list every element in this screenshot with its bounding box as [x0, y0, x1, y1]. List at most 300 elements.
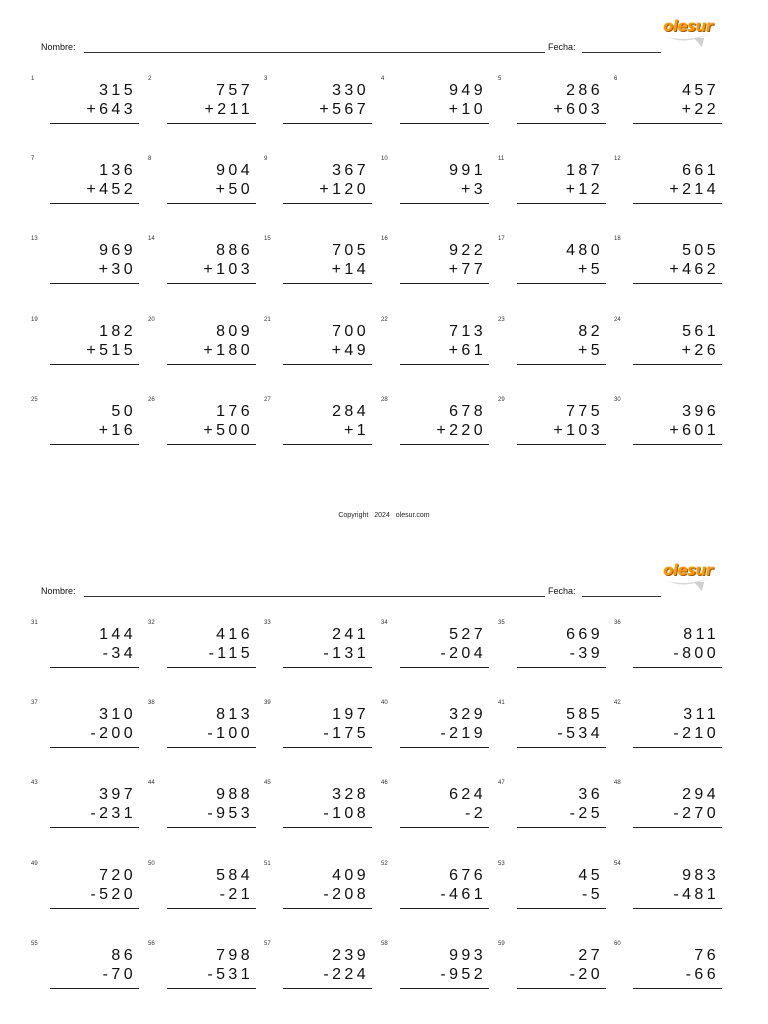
problem-number: 41: [498, 700, 505, 706]
bottom-operand: +3: [460, 181, 486, 198]
answer-line[interactable]: [50, 667, 139, 668]
answer-line[interactable]: [283, 283, 372, 284]
bottom-operand: -520: [90, 886, 136, 903]
bottom-operand: +77: [448, 261, 486, 278]
problem-number: 37: [31, 700, 38, 706]
top-operand: 241: [332, 626, 369, 643]
problem-number: 57: [264, 941, 271, 947]
answer-line[interactable]: [283, 123, 372, 124]
answer-line[interactable]: [400, 444, 489, 445]
top-operand: 969: [99, 242, 136, 259]
bottom-operand: -115: [208, 645, 253, 662]
problem: [264, 397, 380, 467]
problem-number: 42: [614, 700, 621, 706]
bottom-operand: -200: [90, 725, 136, 742]
name-label: Nombre:: [41, 586, 76, 596]
top-operand: 416: [216, 626, 253, 643]
problem: [148, 780, 264, 850]
answer-line[interactable]: [633, 827, 722, 828]
bottom-operand: -952: [440, 966, 486, 983]
top-operand: 480: [566, 242, 603, 259]
top-operand: 329: [449, 706, 486, 723]
problem: [381, 780, 497, 850]
answer-line[interactable]: [50, 908, 139, 909]
bottom-operand: +10: [448, 101, 486, 118]
problem: [614, 76, 730, 146]
problem-number: 35: [498, 620, 505, 626]
problem: [148, 700, 264, 770]
problem-number: 21: [264, 317, 271, 323]
problem-number: 15: [264, 236, 271, 242]
problem-number: 26: [148, 397, 155, 403]
answer-line[interactable]: [400, 283, 489, 284]
problem: [31, 156, 147, 226]
answer-line[interactable]: [283, 908, 372, 909]
answer-line[interactable]: [517, 988, 606, 989]
bottom-operand: +103: [203, 261, 253, 278]
problem: [148, 317, 264, 387]
problem: [264, 861, 380, 931]
top-operand: 144: [99, 626, 136, 643]
top-operand: 187: [566, 162, 603, 179]
problem-number: 18: [614, 236, 621, 242]
bottom-operand: +49: [331, 342, 369, 359]
top-operand: 713: [449, 323, 486, 340]
problem-number: 16: [381, 236, 388, 242]
top-operand: 678: [449, 403, 486, 420]
bottom-operand: +26: [681, 342, 719, 359]
answer-line[interactable]: [50, 364, 139, 365]
top-operand: 328: [332, 786, 369, 803]
bottom-operand: +515: [86, 342, 136, 359]
bottom-operand: -20: [569, 966, 603, 983]
problem-number: 25: [31, 397, 38, 403]
answer-line[interactable]: [50, 827, 139, 828]
answer-line[interactable]: [400, 667, 489, 668]
bottom-operand: -204: [440, 645, 486, 662]
problem-number: 58: [381, 941, 388, 947]
answer-line[interactable]: [50, 203, 139, 204]
problem-number: 17: [498, 236, 505, 242]
answer-line[interactable]: [517, 827, 606, 828]
problem: [381, 156, 497, 226]
problem-number: 46: [381, 780, 388, 786]
bottom-operand: +643: [86, 101, 136, 118]
problem-number: 59: [498, 941, 505, 947]
problem: [31, 941, 147, 1011]
top-operand: 886: [216, 242, 253, 259]
problem: [498, 941, 614, 1011]
problem: [31, 620, 147, 690]
problem: [614, 620, 730, 690]
bottom-operand: +603: [553, 101, 603, 118]
problem: [31, 861, 147, 931]
bottom-operand: +452: [86, 181, 136, 198]
bottom-operand: -25: [569, 805, 603, 822]
top-operand: 76: [694, 947, 719, 964]
problem-number: 36: [614, 620, 621, 626]
copyright: Copyright 2024 olesur.com: [338, 512, 430, 519]
answer-line[interactable]: [400, 827, 489, 828]
answer-line[interactable]: [633, 283, 722, 284]
problem: [148, 397, 264, 467]
bottom-operand: -208: [323, 886, 369, 903]
bottom-operand: -100: [207, 725, 253, 742]
top-operand: 197: [332, 706, 369, 723]
name-field-line[interactable]: [84, 52, 545, 53]
top-operand: 904: [216, 162, 253, 179]
problem-number: 34: [381, 620, 388, 626]
top-operand: 991: [449, 162, 486, 179]
answer-line[interactable]: [167, 827, 256, 828]
answer-line[interactable]: [633, 203, 722, 204]
problem-number: 14: [148, 236, 155, 242]
top-operand: 757: [216, 82, 253, 99]
problem-number: 1: [31, 76, 35, 82]
top-operand: 811: [683, 626, 719, 643]
problem: [148, 156, 264, 226]
top-operand: 136: [99, 162, 136, 179]
problem-number: 33: [264, 620, 271, 626]
bottom-operand: -131: [323, 645, 369, 662]
problem-number: 13: [31, 236, 38, 242]
answer-line[interactable]: [517, 747, 606, 748]
top-operand: 624: [449, 786, 486, 803]
problem: [381, 317, 497, 387]
answer-line[interactable]: [400, 203, 489, 204]
bottom-operand: -224: [323, 966, 369, 983]
top-operand: 409: [332, 867, 369, 884]
problem-number: 6: [614, 76, 618, 82]
bottom-operand: +22: [681, 101, 719, 118]
answer-line[interactable]: [400, 908, 489, 909]
date-label: Fecha:: [548, 586, 576, 596]
problem: [498, 700, 614, 770]
answer-line[interactable]: [517, 667, 606, 668]
answer-line[interactable]: [283, 203, 372, 204]
top-operand: 813: [216, 706, 253, 723]
bottom-operand: -70: [102, 966, 136, 983]
problem-number: 38: [148, 700, 155, 706]
problem: [614, 317, 730, 387]
problem: [31, 700, 147, 770]
bottom-operand: -21: [219, 886, 253, 903]
problem: [614, 941, 730, 1011]
problem: [148, 620, 264, 690]
answer-line[interactable]: [167, 364, 256, 365]
answer-line[interactable]: [283, 988, 372, 989]
problem-number: 60: [614, 941, 621, 947]
top-operand: 367: [332, 162, 369, 179]
answer-line[interactable]: [167, 203, 256, 204]
top-operand: 676: [449, 867, 486, 884]
bottom-operand: +50: [215, 181, 253, 198]
problem-number: 55: [31, 941, 38, 947]
answer-line[interactable]: [167, 444, 256, 445]
answer-line[interactable]: [167, 123, 256, 124]
bottom-operand: +12: [565, 181, 603, 198]
problem-number: 48: [614, 780, 621, 786]
bottom-operand: -108: [323, 805, 369, 822]
top-operand: 396: [682, 403, 719, 420]
problem: [614, 156, 730, 226]
problem: [264, 941, 380, 1011]
problem: [264, 236, 380, 306]
problem-number: 8: [148, 156, 152, 162]
answer-line[interactable]: [283, 827, 372, 828]
problem: [614, 236, 730, 306]
problem: [381, 700, 497, 770]
problem: [381, 861, 497, 931]
bottom-operand: -5: [581, 886, 603, 903]
problem: [264, 700, 380, 770]
problem: [148, 76, 264, 146]
top-operand: 286: [566, 82, 603, 99]
problem-number: 52: [381, 861, 388, 867]
answer-line[interactable]: [633, 747, 722, 748]
top-operand: 45: [578, 867, 603, 884]
answer-line[interactable]: [50, 283, 139, 284]
problem: [614, 780, 730, 850]
top-operand: 50: [111, 403, 136, 420]
problem-number: 3: [264, 76, 268, 82]
problem: [264, 317, 380, 387]
answer-line[interactable]: [50, 123, 139, 124]
problem-number: 11: [498, 156, 505, 162]
top-operand: 705: [332, 242, 369, 259]
bottom-operand: +30: [98, 261, 136, 278]
answer-line[interactable]: [167, 283, 256, 284]
header: [0, 42, 768, 56]
bottom-operand: -66: [685, 966, 719, 983]
worksheet-addition: [0, 0, 768, 470]
answer-line[interactable]: [517, 364, 606, 365]
top-operand: 505: [682, 242, 719, 259]
top-operand: 310: [99, 706, 136, 723]
bottom-operand: +214: [669, 181, 719, 198]
bottom-operand: +14: [331, 261, 369, 278]
bottom-operand: +5: [577, 261, 603, 278]
bottom-operand: +103: [553, 422, 603, 439]
problem: [498, 397, 614, 467]
problem-number: 9: [264, 156, 268, 162]
problem: [31, 780, 147, 850]
problem-number: 53: [498, 861, 505, 867]
problem: [264, 76, 380, 146]
problem-number: 2: [148, 76, 152, 82]
bottom-operand: -175: [323, 725, 369, 742]
top-operand: 457: [682, 82, 719, 99]
top-operand: 82: [578, 323, 603, 340]
bottom-operand: -800: [673, 645, 719, 662]
bottom-operand: +120: [319, 181, 369, 198]
top-operand: 239: [332, 947, 369, 964]
bottom-operand: +16: [98, 422, 136, 439]
answer-line[interactable]: [517, 444, 606, 445]
answer-line[interactable]: [517, 283, 606, 284]
problem: [381, 76, 497, 146]
logo-text: olesur: [663, 17, 713, 35]
answer-line[interactable]: [633, 444, 722, 445]
answer-line[interactable]: [50, 988, 139, 989]
top-operand: 988: [216, 786, 253, 803]
answer-line[interactable]: [283, 667, 372, 668]
bottom-operand: -481: [673, 886, 719, 903]
problem-number: 54: [614, 861, 621, 867]
top-operand: 949: [449, 82, 486, 99]
bottom-operand: +211: [204, 101, 253, 118]
bottom-operand: +567: [319, 101, 369, 118]
problem-number: 10: [381, 156, 388, 162]
answer-line[interactable]: [283, 364, 372, 365]
problem-number: 50: [148, 861, 155, 867]
bottom-operand: -461: [440, 886, 486, 903]
problem: [614, 397, 730, 467]
answer-line[interactable]: [633, 988, 722, 989]
problem: [381, 397, 497, 467]
bottom-operand: -210: [673, 725, 719, 742]
top-operand: 922: [449, 242, 486, 259]
problem: [31, 76, 147, 146]
problem-number: 43: [31, 780, 38, 786]
top-operand: 993: [449, 947, 486, 964]
bottom-operand: -219: [440, 725, 486, 742]
answer-line[interactable]: [283, 444, 372, 445]
top-operand: 661: [682, 162, 719, 179]
answer-line[interactable]: [400, 988, 489, 989]
bottom-operand: -270: [673, 805, 719, 822]
problem-number: 7: [31, 156, 35, 162]
problem-number: 49: [31, 861, 38, 867]
problem: [381, 941, 497, 1011]
answer-line[interactable]: [633, 667, 722, 668]
top-operand: 798: [216, 947, 253, 964]
worksheet-subtraction: [0, 544, 768, 1014]
problem-number: 4: [381, 76, 385, 82]
answer-line[interactable]: [167, 747, 256, 748]
problem: [498, 76, 614, 146]
date-field-line[interactable]: [582, 596, 661, 597]
logo-text: olesur: [663, 561, 713, 579]
problem-number: 30: [614, 397, 621, 403]
problem: [498, 317, 614, 387]
answer-line[interactable]: [167, 908, 256, 909]
date-field-line[interactable]: [582, 52, 661, 53]
date-label: Fecha:: [548, 42, 576, 52]
top-operand: 284: [332, 403, 369, 420]
problem: [264, 780, 380, 850]
problem: [31, 397, 147, 467]
top-operand: 294: [682, 786, 719, 803]
bottom-operand: -2: [464, 805, 486, 822]
problem: [381, 620, 497, 690]
problem-number: 40: [381, 700, 388, 706]
problem-number: 29: [498, 397, 505, 403]
top-operand: 720: [99, 867, 136, 884]
problem: [614, 700, 730, 770]
problem-number: 31: [31, 620, 38, 626]
bottom-operand: +180: [203, 342, 253, 359]
problem-number: 27: [264, 397, 271, 403]
top-operand: 36: [578, 786, 603, 803]
problem: [31, 236, 147, 306]
problem: [148, 941, 264, 1011]
bottom-operand: +500: [203, 422, 253, 439]
top-operand: 700: [332, 323, 369, 340]
bottom-operand: -39: [569, 645, 603, 662]
top-operand: 182: [99, 323, 136, 340]
problem: [498, 620, 614, 690]
top-operand: 27: [578, 947, 603, 964]
problem-number: 12: [614, 156, 621, 162]
name-label: Nombre:: [41, 42, 76, 52]
answer-line[interactable]: [50, 747, 139, 748]
answer-line[interactable]: [167, 988, 256, 989]
problem-number: 32: [148, 620, 155, 626]
top-operand: 585: [566, 706, 603, 723]
answer-line[interactable]: [283, 747, 372, 748]
problem-number: 47: [498, 780, 505, 786]
top-operand: 809: [216, 323, 253, 340]
problem: [498, 861, 614, 931]
bottom-operand: +462: [669, 261, 719, 278]
problem-number: 45: [264, 780, 271, 786]
problem: [614, 861, 730, 931]
problem-number: 56: [148, 941, 155, 947]
answer-line[interactable]: [167, 667, 256, 668]
answer-line[interactable]: [50, 444, 139, 445]
answer-line[interactable]: [633, 908, 722, 909]
top-operand: 561: [682, 323, 719, 340]
problem-number: 28: [381, 397, 388, 403]
bottom-operand: +61: [448, 342, 486, 359]
answer-line[interactable]: [517, 123, 606, 124]
name-field-line[interactable]: [84, 596, 545, 597]
problem-number: 24: [614, 317, 621, 323]
problem: [148, 236, 264, 306]
top-operand: 315: [99, 82, 136, 99]
top-operand: 330: [332, 82, 369, 99]
answer-line[interactable]: [633, 364, 722, 365]
top-operand: 397: [99, 786, 136, 803]
top-operand: 311: [683, 706, 719, 723]
bottom-operand: -231: [90, 805, 136, 822]
answer-line[interactable]: [517, 908, 606, 909]
problem: [148, 861, 264, 931]
problem: [498, 236, 614, 306]
problem-number: 44: [148, 780, 155, 786]
problem: [498, 780, 614, 850]
bottom-operand: +601: [669, 422, 719, 439]
top-operand: 584: [216, 867, 253, 884]
problem-grid: [0, 76, 768, 456]
answer-line[interactable]: [400, 364, 489, 365]
answer-line[interactable]: [517, 203, 606, 204]
top-operand: 86: [111, 947, 136, 964]
bottom-operand: +5: [577, 342, 603, 359]
problem-number: 51: [264, 861, 271, 867]
problem: [31, 317, 147, 387]
problem: [264, 156, 380, 226]
top-operand: 983: [682, 867, 719, 884]
problem-number: 20: [148, 317, 155, 323]
answer-line[interactable]: [400, 747, 489, 748]
top-operand: 176: [216, 403, 253, 420]
bottom-operand: -953: [207, 805, 253, 822]
top-operand: 775: [566, 403, 603, 420]
answer-line[interactable]: [633, 123, 722, 124]
answer-line[interactable]: [400, 123, 489, 124]
